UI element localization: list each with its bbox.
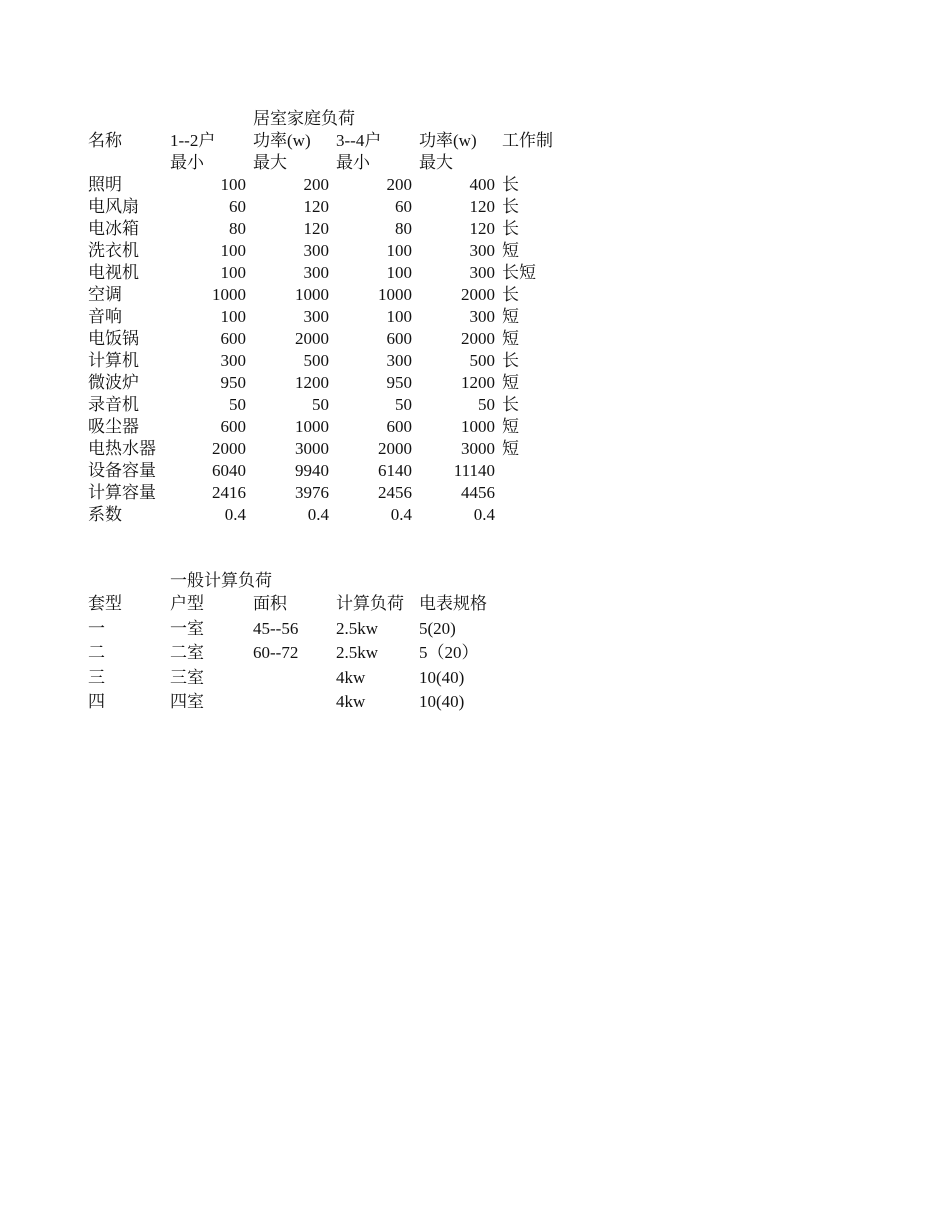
- power-value: 100: [220, 263, 246, 282]
- duty-value: 长: [502, 395, 519, 414]
- power-value: 0.4: [224, 505, 246, 524]
- power-value: 100: [220, 307, 246, 326]
- power-value: 4456: [461, 483, 495, 502]
- header-max-1: 最大: [253, 153, 287, 172]
- load-cell: 10(40): [419, 692, 465, 711]
- power-value: 1000: [378, 285, 412, 304]
- load-cell: 三: [88, 667, 105, 687]
- power-value: 120: [303, 197, 329, 216]
- appliance-name: 计算机: [88, 351, 139, 370]
- appliance-name: 录音机: [88, 395, 139, 414]
- duty-value: 长: [502, 351, 519, 370]
- power-value: 2000: [378, 439, 412, 458]
- power-value: 50: [229, 395, 246, 414]
- power-value: 6040: [212, 461, 246, 480]
- load-cell: 四室: [170, 692, 204, 711]
- power-value: 6140: [378, 461, 412, 480]
- appliance-name: 音响: [88, 307, 122, 326]
- appliance-name: 系数: [88, 505, 122, 524]
- power-value: 100: [386, 241, 412, 260]
- duty-value: 短: [502, 439, 519, 458]
- power-value: 300: [220, 351, 246, 370]
- power-value: 200: [303, 175, 329, 194]
- power-value: 120: [469, 219, 495, 238]
- header-households-3-4: 3--4户: [336, 131, 382, 150]
- header-suite-type: 套型: [88, 594, 122, 613]
- power-value: 2000: [461, 285, 495, 304]
- duty-value: 长短: [502, 263, 536, 282]
- power-value: 9940: [295, 461, 329, 480]
- power-value: 60: [229, 197, 246, 216]
- power-value: 600: [386, 417, 412, 436]
- power-value: 1000: [295, 417, 329, 436]
- load-cell: 一: [88, 618, 105, 638]
- appliance-name: 照明: [88, 175, 122, 194]
- power-value: 50: [312, 395, 329, 414]
- power-value: 60: [395, 197, 412, 216]
- duty-value: 短: [502, 241, 519, 260]
- duty-value: 长: [502, 175, 519, 194]
- power-value: 2456: [378, 483, 412, 502]
- power-value: 500: [303, 351, 329, 370]
- load-cell: 4kw: [336, 692, 366, 711]
- power-value: 1200: [295, 373, 329, 392]
- header-name: 名称: [88, 131, 122, 150]
- duty-value: 长: [502, 285, 519, 304]
- header-power-2: 功率(w): [419, 131, 477, 150]
- load-cell: 四: [88, 692, 105, 711]
- power-value: 1000: [295, 285, 329, 304]
- power-value: 2000: [212, 439, 246, 458]
- power-value: 500: [469, 351, 495, 370]
- power-value: 0.4: [390, 505, 412, 524]
- power-value: 100: [220, 175, 246, 194]
- duty-value: 短: [502, 417, 519, 436]
- power-value: 0.4: [473, 505, 495, 524]
- header-max-2: 最大: [419, 153, 453, 172]
- header-area: 面积: [253, 594, 287, 613]
- power-value: 80: [229, 219, 246, 238]
- load-cell: 二: [88, 643, 105, 662]
- power-value: 300: [469, 241, 495, 260]
- appliance-name: 空调: [88, 285, 122, 304]
- appliance-name: 设备容量: [88, 461, 156, 480]
- load-cell: 5(20): [419, 618, 456, 638]
- appliance-name: 电饭锅: [88, 329, 139, 348]
- power-value: 300: [303, 263, 329, 282]
- power-value: 1200: [461, 373, 495, 392]
- appliance-name: 计算容量: [88, 483, 156, 502]
- power-value: 80: [395, 219, 412, 238]
- power-value: 2000: [295, 329, 329, 348]
- power-value: 50: [478, 395, 495, 414]
- appliance-name: 吸尘器: [88, 417, 139, 436]
- power-value: 50: [395, 395, 412, 414]
- power-value: 300: [386, 351, 412, 370]
- table1-title: 居室家庭负荷: [253, 109, 355, 128]
- power-value: 600: [220, 329, 246, 348]
- duty-value: 长: [502, 197, 519, 216]
- power-value: 120: [303, 219, 329, 238]
- header-calc-load: 计算负荷: [336, 594, 404, 613]
- duty-value: 长: [502, 219, 519, 238]
- power-value: 300: [469, 307, 495, 326]
- power-value: 600: [386, 329, 412, 348]
- power-value: 11140: [453, 461, 495, 480]
- appliance-name: 电视机: [88, 263, 139, 282]
- load-cell: 二室: [170, 643, 204, 662]
- header-power-1: 功率(w): [253, 131, 311, 150]
- load-cell: 4kw: [336, 667, 366, 687]
- power-value: 600: [220, 417, 246, 436]
- power-value: 3000: [295, 439, 329, 458]
- power-value: 2000: [461, 329, 495, 348]
- power-value: 3976: [295, 483, 329, 502]
- header-min-1: 最小: [170, 153, 204, 172]
- power-value: 950: [386, 373, 412, 392]
- load-cell: 一室: [170, 618, 204, 638]
- duty-value: 短: [502, 329, 519, 348]
- header-unit-type: 户型: [170, 594, 204, 613]
- appliance-name: 电热水器: [88, 439, 156, 458]
- load-cell: 2.5kw: [336, 618, 379, 638]
- load-cell: 三室: [170, 667, 204, 687]
- appliance-name: 电冰箱: [88, 219, 139, 238]
- power-value: 100: [386, 307, 412, 326]
- table2-title: 一般计算负荷: [170, 571, 272, 590]
- power-value: 1000: [212, 285, 246, 304]
- power-value: 300: [303, 241, 329, 260]
- power-value: 200: [386, 175, 412, 194]
- header-min-2: 最小: [336, 153, 370, 172]
- header-households-1-2: 1--2户: [170, 131, 216, 150]
- power-value: 100: [220, 241, 246, 260]
- power-value: 400: [469, 175, 495, 194]
- power-value: 3000: [461, 439, 495, 458]
- duty-value: 短: [502, 307, 519, 326]
- duty-value: 短: [502, 373, 519, 392]
- appliance-name: 电风扇: [88, 197, 139, 216]
- appliance-name: 微波炉: [88, 373, 139, 392]
- power-value: 950: [220, 373, 246, 392]
- appliance-name: 洗衣机: [88, 241, 139, 260]
- header-duty: 工作制: [502, 131, 553, 150]
- load-cell: 45--56: [253, 618, 299, 638]
- power-value: 0.4: [307, 505, 329, 524]
- power-value: 1000: [461, 417, 495, 436]
- load-cell: 60--72: [253, 643, 299, 662]
- power-value: 300: [303, 307, 329, 326]
- power-value: 300: [469, 263, 495, 282]
- load-cell: 2.5kw: [336, 643, 379, 662]
- power-value: 100: [386, 263, 412, 282]
- load-cell: 10(40): [419, 667, 465, 687]
- load-cell: 5（20）: [419, 643, 479, 662]
- power-value: 2416: [212, 483, 246, 502]
- header-meter-spec: 电表规格: [419, 594, 487, 613]
- power-value: 120: [469, 197, 495, 216]
